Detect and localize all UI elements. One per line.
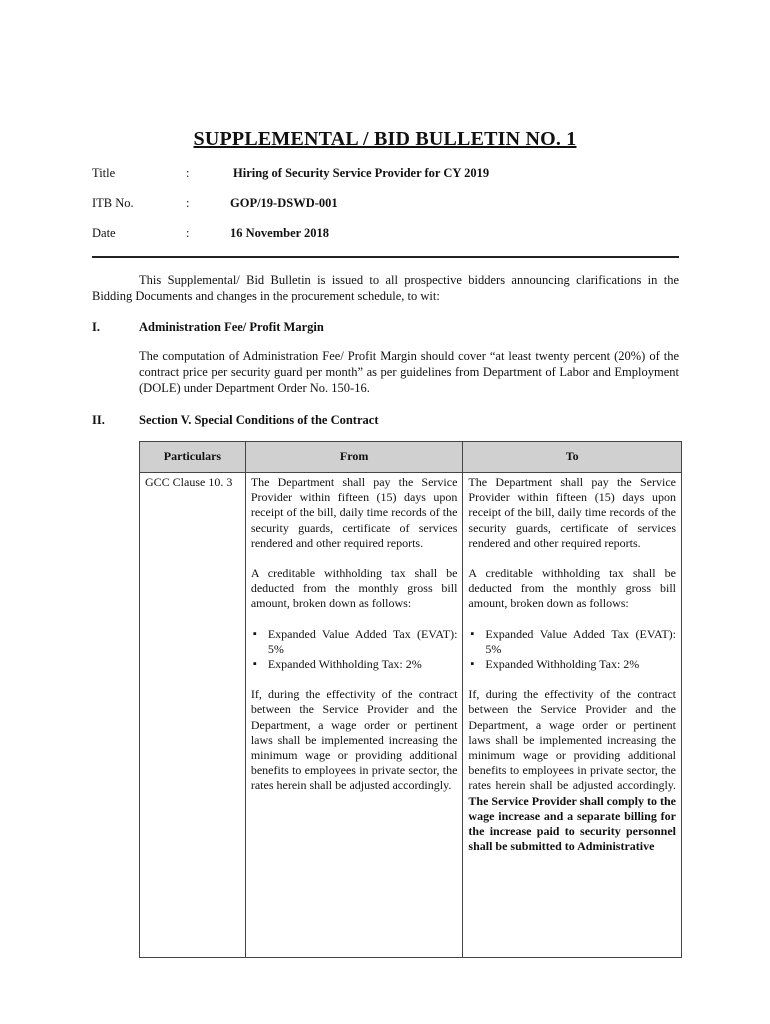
cell-to bbox=[463, 473, 682, 958]
meta-label: Title bbox=[92, 166, 116, 180]
section-1-title: Administration Fee/ Profit Margin bbox=[139, 320, 324, 334]
meta-value: Hiring of Security Service Provider for CY 2019 bbox=[233, 166, 490, 180]
from-paragraph-1: The Department shall pay the Service Provider within fifteen (15) days upon receipt of the bill, daily time records of the security guards, certificate of services rendered and other required reports. bbox=[250, 475, 458, 550]
cell-from bbox=[245, 473, 463, 958]
meta-colon: : bbox=[186, 226, 190, 240]
table-header-row bbox=[140, 442, 682, 473]
meta-value: GOP/19-DSWD-001 bbox=[230, 196, 338, 210]
from-paragraph-2: A creditable withholding tax shall be deducted from the monthly gross bill amount, broken down as follows: bbox=[250, 566, 458, 611]
list-item: ▪ Expanded Value Added Tax (EVAT): 5% bbox=[485, 627, 676, 657]
header-particulars: Particulars bbox=[140, 442, 246, 473]
list-item: ▪ Expanded Value Added Tax (EVAT): 5% bbox=[268, 627, 458, 657]
list-item: ▪ Expanded Withholding Tax: 2% bbox=[268, 657, 458, 672]
section-2-title: Section V. Special Conditions of the Contract bbox=[139, 413, 379, 427]
to-bullet-list bbox=[468, 627, 676, 673]
list-item: ▪ Expanded Withholding Tax: 2% bbox=[485, 657, 676, 672]
to-paragraph-3 bbox=[468, 687, 676, 854]
header-from: From bbox=[245, 442, 463, 473]
from-bullet-list bbox=[251, 627, 458, 673]
to-paragraph-1: The Department shall pay the Service Provider within fifteen (15) days upon receipt of the bill, daily time records of the security guards, certificate of services rendered and other required reports. bbox=[468, 475, 676, 550]
meta-label: Date bbox=[92, 226, 116, 240]
from-paragraph-3: If, during the effectivity of the contract between the Service Provider and the Department, a wage order or pertinent laws shall be implemented increasing the minimum wage or providing additional benefits to employees in private sector, the rates herein shall be adjusted accordingly. bbox=[250, 687, 458, 793]
section-1-number: I. bbox=[92, 320, 100, 334]
header-to: To bbox=[463, 442, 682, 473]
bulletin-title: SUPPLEMENTAL / BID BULLETIN NO. 1 bbox=[193, 128, 577, 150]
to-paragraph-3-emphasis: The Service Provider shall comply to the wage increase and a separate billing for the increase paid to security personnel shall be submitted to Administrative bbox=[468, 793, 676, 854]
conditions-table bbox=[139, 441, 682, 958]
section-1-body: The computation of Administration Fee/ Profit Margin should cover “at least twenty percent (20%) of the contract price per security guard per month” as per guidelines from Department of Labor and Employment (DOLE) under Department Order No. 150-16. bbox=[139, 349, 679, 395]
meta-colon: : bbox=[186, 166, 190, 180]
divider bbox=[92, 256, 679, 258]
meta-colon: : bbox=[186, 196, 190, 210]
table-row bbox=[140, 473, 682, 958]
particular-text: GCC Clause 10. 3 bbox=[145, 475, 233, 489]
intro-paragraph: This Supplemental/ Bid Bulletin is issued to all prospective bidders announcing clarifications in the Bidding Documents and changes in the procurement schedule, to wit: bbox=[92, 273, 679, 303]
to-paragraph-3-text: If, during the effectivity of the contract between the Service Provider and the Department, a wage order or pertinent laws shall be implemented increasing the minimum wage or providing additional benefits to employees in private sector, the rates herein shall be adjusted accordingly. bbox=[468, 687, 676, 793]
cell-particular bbox=[140, 473, 246, 958]
meta-value: 16 November 2018 bbox=[230, 226, 330, 240]
meta-label: ITB No. bbox=[92, 196, 134, 210]
section-2-number: II. bbox=[92, 413, 105, 427]
to-paragraph-2: A creditable withholding tax shall be deducted from the monthly gross bill amount, broken down as follows: bbox=[468, 566, 676, 611]
